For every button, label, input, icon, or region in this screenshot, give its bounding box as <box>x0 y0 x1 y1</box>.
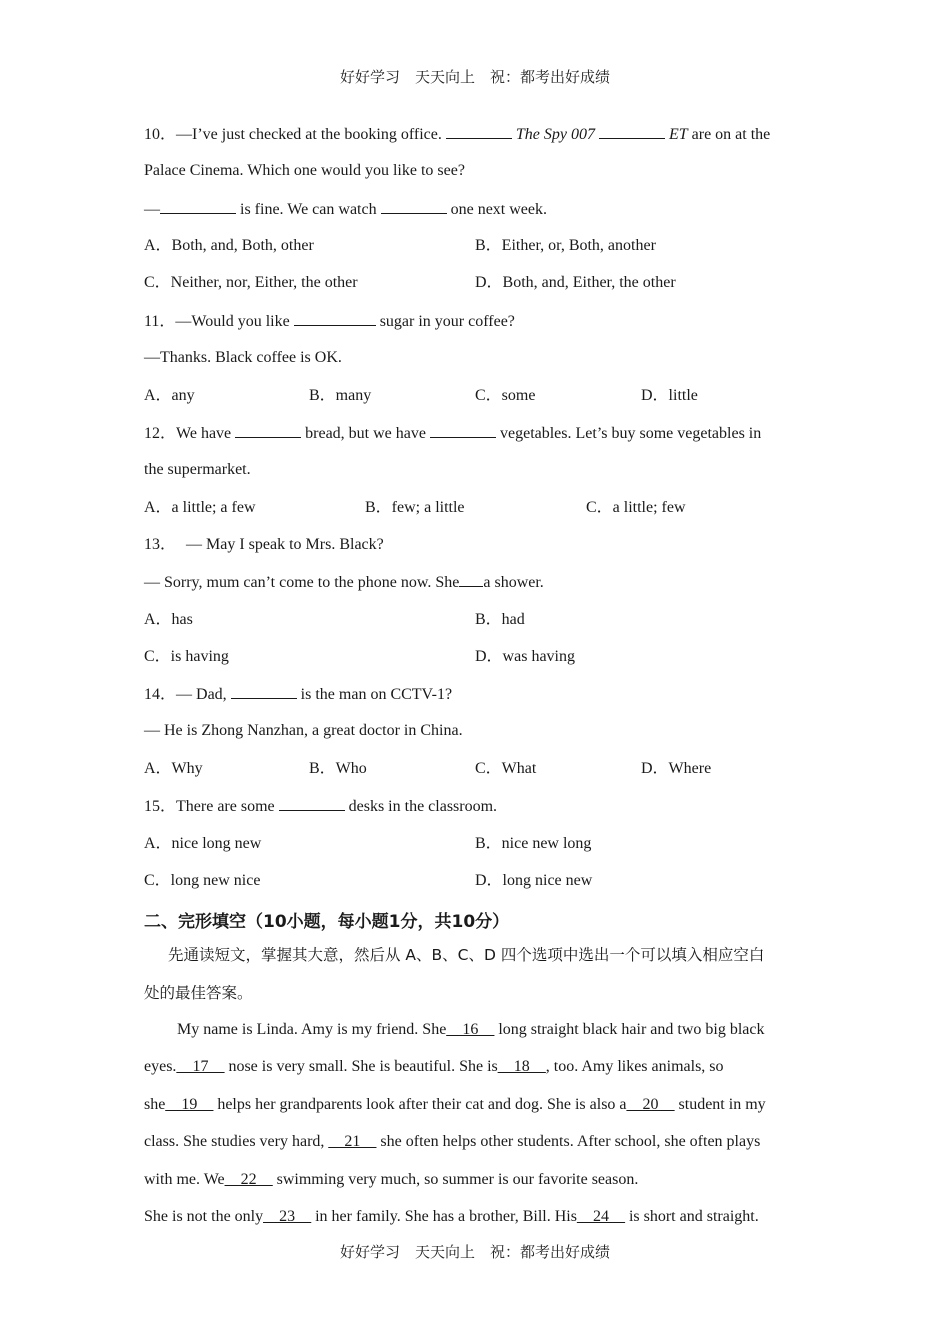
q11-option-c[interactable]: C．some <box>475 387 536 404</box>
q10-line3: — is fine. We can watch one next week. <box>144 201 547 218</box>
q14-option-b[interactable]: B．Who <box>309 760 367 777</box>
q15-option-c[interactable]: C．long new nice <box>144 872 261 889</box>
question-number: 13． <box>144 536 177 553</box>
q15-option-a[interactable]: A．nice long new <box>144 835 262 852</box>
cloze-blank-17[interactable]: __17__ <box>176 1058 225 1075</box>
answer-blank <box>279 796 345 811</box>
passage-line: eyes.__17__ nose is very small. She is beautiful. She is__18__, too. Amy likes animals, so <box>144 1058 724 1075</box>
answer-blank <box>160 199 236 214</box>
cloze-blank-18[interactable]: __18__ <box>497 1058 546 1075</box>
question-number: 10． <box>144 126 177 143</box>
q12-line2: the supermarket. <box>144 461 251 478</box>
passage-line: My name is Linda. Amy is my friend. She__16__ long straight black hair and two big black <box>177 1021 765 1038</box>
section-title: 二、完形填空（10小题，每小题1分，共10分） <box>144 912 510 932</box>
q14-line1: 14．— Dad, is the man on CCTV-1? <box>144 686 453 703</box>
section-instructions: 先通读短文，掌握其大意，然后从 A、B、C、D 四个选项中选出一个可以填入相应空白 <box>168 946 765 964</box>
q11-line1: 11．—Would you like sugar in your coffee? <box>144 313 515 330</box>
cloze-blank-24[interactable]: __24__ <box>576 1208 625 1225</box>
section-instructions-cont: 处的最佳答案。 <box>144 984 253 1002</box>
cloze-blank-16[interactable]: __16__ <box>446 1021 495 1038</box>
film-title: The Spy 007 <box>515 126 595 143</box>
answer-blank <box>231 684 297 699</box>
q10-option-c[interactable]: C．Neither, nor, Either, the other <box>144 274 358 291</box>
passage-line: she__19__ helps her grandparents look after their cat and dog. She is also a__20__ student in my <box>144 1096 766 1113</box>
passage-line: She is not the only__23__ in her family. She has a brother, Bill. His__24__ is short and straight. <box>144 1208 759 1225</box>
q12-line1: 12．We have bread, but we have vegetables. Let’s buy some vegetables in <box>144 425 762 442</box>
q11-option-a[interactable]: A．any <box>144 387 195 404</box>
cloze-blank-23[interactable]: __23__ <box>263 1208 312 1225</box>
q15-line1: 15．There are some desks in the classroom. <box>144 798 498 815</box>
answer-blank <box>599 124 665 139</box>
q13-line1: 13． — May I speak to Mrs. Black? <box>144 536 384 553</box>
question-number: 14． <box>144 686 177 703</box>
q10-option-d[interactable]: D．Both, and, Either, the other <box>475 274 676 291</box>
answer-blank <box>381 199 447 214</box>
q14-option-c[interactable]: C．What <box>475 760 537 777</box>
q13-line2: — Sorry, mum can’t come to the phone now. She a shower. <box>144 574 544 591</box>
answer-blank <box>235 423 301 438</box>
q14-option-d[interactable]: D．Where <box>641 760 712 777</box>
cloze-blank-21[interactable]: __21__ <box>328 1133 377 1150</box>
q10-line1: 10．—I’ve just checked at the booking office. The Spy 007 ET are on at the <box>144 126 771 143</box>
cloze-blank-20[interactable]: __20__ <box>626 1096 675 1113</box>
answer-blank <box>430 423 496 438</box>
passage-line: class. She studies very hard, __21__ she often helps other students. After school, she often plays <box>144 1133 761 1150</box>
cloze-blank-19[interactable]: __19__ <box>165 1096 214 1113</box>
question-number: 15． <box>144 798 177 815</box>
page-footer: 好好学习 天天向上 祝：都考出好成绩 <box>339 1243 610 1261</box>
answer-blank <box>446 124 512 139</box>
q11-line2: —Thanks. Black coffee is OK. <box>144 349 342 366</box>
q13-option-d[interactable]: D．was having <box>475 648 575 665</box>
answer-blank <box>294 311 376 326</box>
q11-option-d[interactable]: D．little <box>641 387 698 404</box>
q15-option-b[interactable]: B．nice new long <box>475 835 592 852</box>
q12-option-a[interactable]: A．a little; a few <box>144 499 256 516</box>
q14-option-a[interactable]: A．Why <box>144 760 203 777</box>
q10-option-b[interactable]: B．Either, or, Both, another <box>475 237 656 254</box>
passage-line: with me. We__22__ swimming very much, so summer is our favorite season. <box>144 1171 639 1188</box>
film-title: ET <box>668 126 688 143</box>
cloze-blank-22[interactable]: __22__ <box>224 1171 273 1188</box>
q14-line2: — He is Zhong Nanzhan, a great doctor in China. <box>144 722 463 739</box>
q12-option-b[interactable]: B．few; a little <box>365 499 465 516</box>
q10-option-a[interactable]: A．Both, and, Both, other <box>144 237 314 254</box>
answer-blank <box>459 572 483 587</box>
question-number: 12． <box>144 425 177 442</box>
page-header: 好好学习 天天向上 祝：都考出好成绩 <box>339 68 610 86</box>
q10-line2: Palace Cinema. Which one would you like to see? <box>144 162 465 179</box>
q15-option-d[interactable]: D．long nice new <box>475 872 593 889</box>
q13-option-c[interactable]: C．is having <box>144 648 229 665</box>
question-number: 11． <box>144 313 176 330</box>
q13-option-b[interactable]: B．had <box>475 611 525 628</box>
q11-option-b[interactable]: B．many <box>309 387 372 404</box>
q13-option-a[interactable]: A．has <box>144 611 193 628</box>
q12-option-c[interactable]: C．a little; few <box>586 499 686 516</box>
